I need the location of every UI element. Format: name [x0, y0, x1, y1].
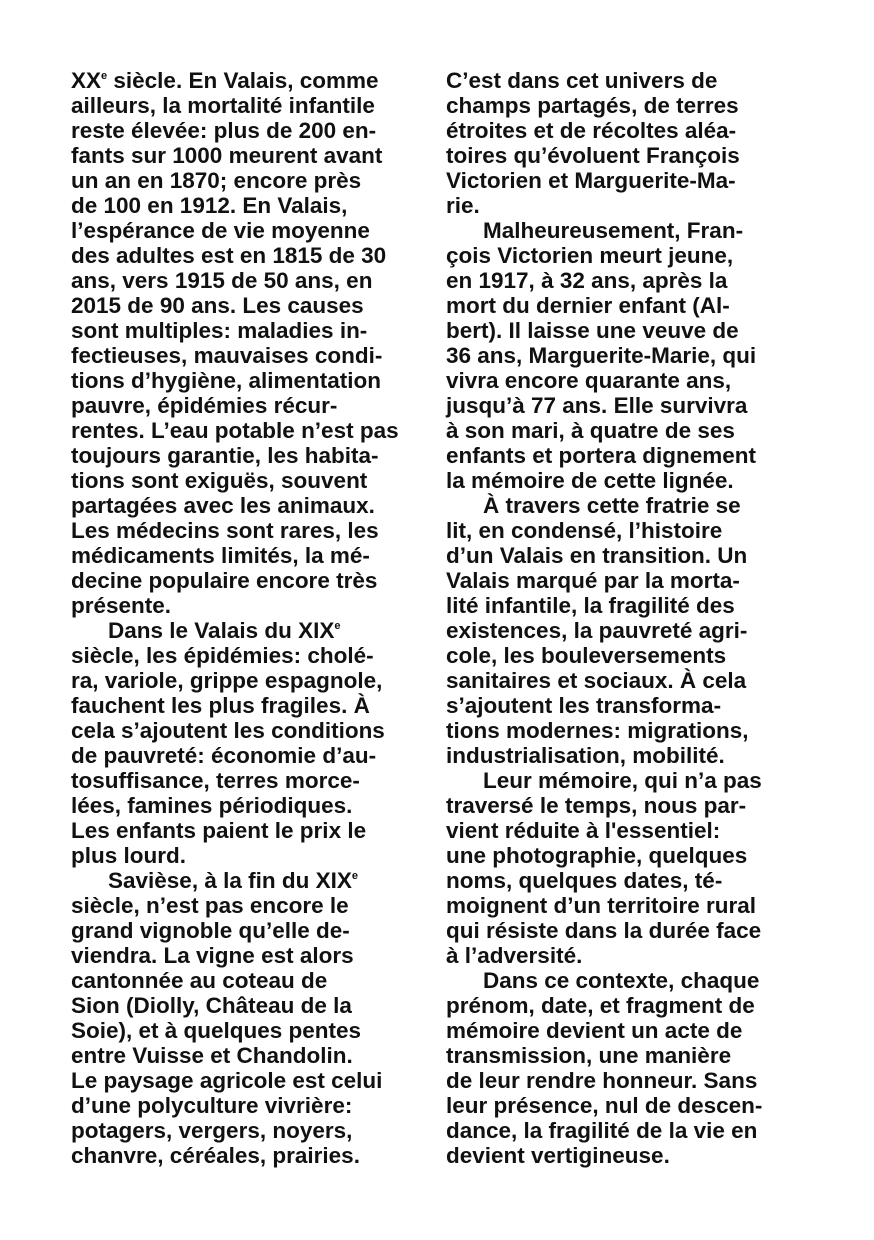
text-line: industrialisation, mobilité. — [446, 743, 725, 768]
text-column-right — [446, 68, 808, 1168]
text-line: ailleurs, la mortalité infantile — [71, 93, 375, 118]
text-line — [71, 618, 433, 643]
text-line: grand vignoble qu’elle de- — [71, 918, 350, 943]
text-line: çois Victorien meurt jeune, — [446, 243, 734, 268]
text-line: rie. — [446, 193, 480, 218]
text-line: Victorien et Marguerite-Ma- — [446, 168, 736, 193]
text-line: bert). Il laisse une veuve de — [446, 318, 739, 343]
text-line: Sion (Diolly, Château de la — [71, 993, 352, 1018]
text-line: jusqu’à 77 ans. Elle survivra — [446, 393, 748, 418]
text-line: pauvre, épidémies récur- — [71, 393, 338, 418]
text-line: Dans ce contexte, chaque — [483, 968, 760, 993]
text-line: Le paysage agricole est celui — [71, 1068, 383, 1093]
text-line: fauchent les plus fragiles. À — [71, 693, 370, 718]
text-line: de pauvreté: économie d’au- — [71, 743, 377, 768]
text-line: d’une polyculture vivrière: — [71, 1093, 353, 1118]
text-line: Les enfants paient le prix le — [71, 818, 367, 843]
text-line: viendra. La vigne est alors — [71, 943, 354, 968]
text-line: médicaments limités, la mé- — [71, 543, 370, 568]
text-line: Leur mémoire, qui n’a pas — [483, 768, 762, 793]
text-line: ra, variole, grippe espagnole, — [71, 668, 383, 693]
text-line: entre Vuisse et Chandolin. — [71, 1043, 353, 1068]
text-line: vivra encore quarante ans, — [446, 368, 732, 393]
text-line: C’est dans cet univers de — [446, 68, 718, 93]
text-line: tosuffisance, terres morce- — [71, 768, 360, 793]
text-line: présente. — [71, 593, 172, 618]
text-line: cela s’ajoutent les conditions — [71, 718, 385, 743]
text-line: prénom, date, et fragment de — [446, 993, 755, 1018]
text-line: toujours garantie, les habita- — [71, 443, 379, 468]
text-line: moignent d’un territoire rural — [446, 893, 757, 918]
superscript: e — [351, 870, 358, 882]
text-line: enfants et portera dignement — [446, 443, 757, 468]
text-line: cantonnée au coteau de — [71, 968, 328, 993]
text-line: étroites et de récoltes aléa- — [446, 118, 737, 143]
text-line: decine populaire encore très — [71, 568, 378, 593]
text-line: sanitaires et sociaux. À cela — [446, 668, 747, 693]
text-line: qui résiste dans la durée face — [446, 918, 762, 943]
text-line — [71, 68, 433, 93]
text-line: lité infantile, la fragilité des — [446, 593, 735, 618]
text-line — [71, 868, 433, 893]
text-line: s’ajoutent les transforma- — [446, 693, 722, 718]
text-line: champs partagés, de terres — [446, 93, 739, 118]
line-text: siècle. En Valais, comme — [107, 68, 379, 93]
text-line: à son mari, à quatre de ses — [446, 418, 735, 443]
text-column-left — [71, 68, 433, 1168]
superscript: e — [101, 70, 108, 82]
text-line: tions modernes: migrations, — [446, 718, 749, 743]
text-line: siècle, les épidémies: cholé- — [71, 643, 374, 668]
text-line: un an en 1870; encore près — [71, 168, 362, 193]
text-line: la mémoire de cette lignée. — [446, 468, 734, 493]
text-line: tions sont exiguës, souvent — [71, 468, 368, 493]
text-line: reste élevée: plus de 200 en- — [71, 118, 377, 143]
text-line: l’espérance de vie moyenne — [71, 218, 370, 243]
text-line: 36 ans, Marguerite-Marie, qui — [446, 343, 757, 368]
text-line: potagers, vergers, noyers, — [71, 1118, 353, 1143]
superscript: e — [334, 620, 341, 632]
text-line: À travers cette fratrie se — [483, 493, 741, 518]
text-line: traversé le temps, nous par- — [446, 793, 747, 818]
text-line: chanvre, céréales, prairies. — [71, 1143, 360, 1168]
text-line: existences, la pauvreté agri- — [446, 618, 748, 643]
text-line: 2015 de 90 ans. Les causes — [71, 293, 364, 318]
text-line: Les médecins sont rares, les — [71, 518, 379, 543]
text-line: en 1917, à 32 ans, après la — [446, 268, 728, 293]
text-line: lit, en condensé, l’histoire — [446, 518, 723, 543]
text-line: leur présence, nul de descen- — [446, 1093, 763, 1118]
text-line: devient vertigineuse. — [446, 1143, 670, 1168]
line-text: XX — [71, 68, 102, 93]
text-line: transmission, une manière — [446, 1043, 732, 1068]
text-line: de 100 en 1912. En Valais, — [71, 193, 348, 218]
text-line: Valais marqué par la morta- — [446, 568, 740, 593]
text-line: d’un Valais en transition. Un — [446, 543, 748, 568]
text-line: cole, les bouleversements — [446, 643, 727, 668]
text-line: lées, famines périodiques. — [71, 793, 353, 818]
text-line: dance, la fragilité de la vie en — [446, 1118, 758, 1143]
line-text: Savièse, à la fin du XIX — [108, 868, 352, 893]
text-line: fectieuses, mauvaises condi- — [71, 343, 383, 368]
text-line: fants sur 1000 meurent avant — [71, 143, 383, 168]
text-line: mémoire devient un acte de — [446, 1018, 743, 1043]
text-line: noms, quelques dates, té- — [446, 868, 723, 893]
text-line: Malheureusement, Fran- — [483, 218, 744, 243]
text-line: Soie), et à quelques pentes — [71, 1018, 362, 1043]
text-line: toires qu’évoluent François — [446, 143, 740, 168]
text-line: sont multiples: maladies in- — [71, 318, 368, 343]
text-line: siècle, n’est pas encore le — [71, 893, 349, 918]
text-line: mort du dernier enfant (Al- — [446, 293, 730, 318]
text-line: tions d’hygiène, alimentation — [71, 368, 382, 393]
line-text: Dans le Valais du XIX — [108, 618, 335, 643]
text-line: rentes. L’eau potable n’est pas — [71, 418, 399, 443]
text-line: à l’adversité. — [446, 943, 583, 968]
text-line: une photographie, quelques — [446, 843, 748, 868]
text-line: partagées avec les animaux. — [71, 493, 375, 518]
text-line: de leur rendre honneur. Sans — [446, 1068, 758, 1093]
text-line: des adultes est en 1815 de 30 — [71, 243, 387, 268]
text-line: ans, vers 1915 de 50 ans, en — [71, 268, 373, 293]
text-line: plus lourd. — [71, 843, 186, 868]
text-line: vient réduite à l'essentiel: — [446, 818, 721, 843]
